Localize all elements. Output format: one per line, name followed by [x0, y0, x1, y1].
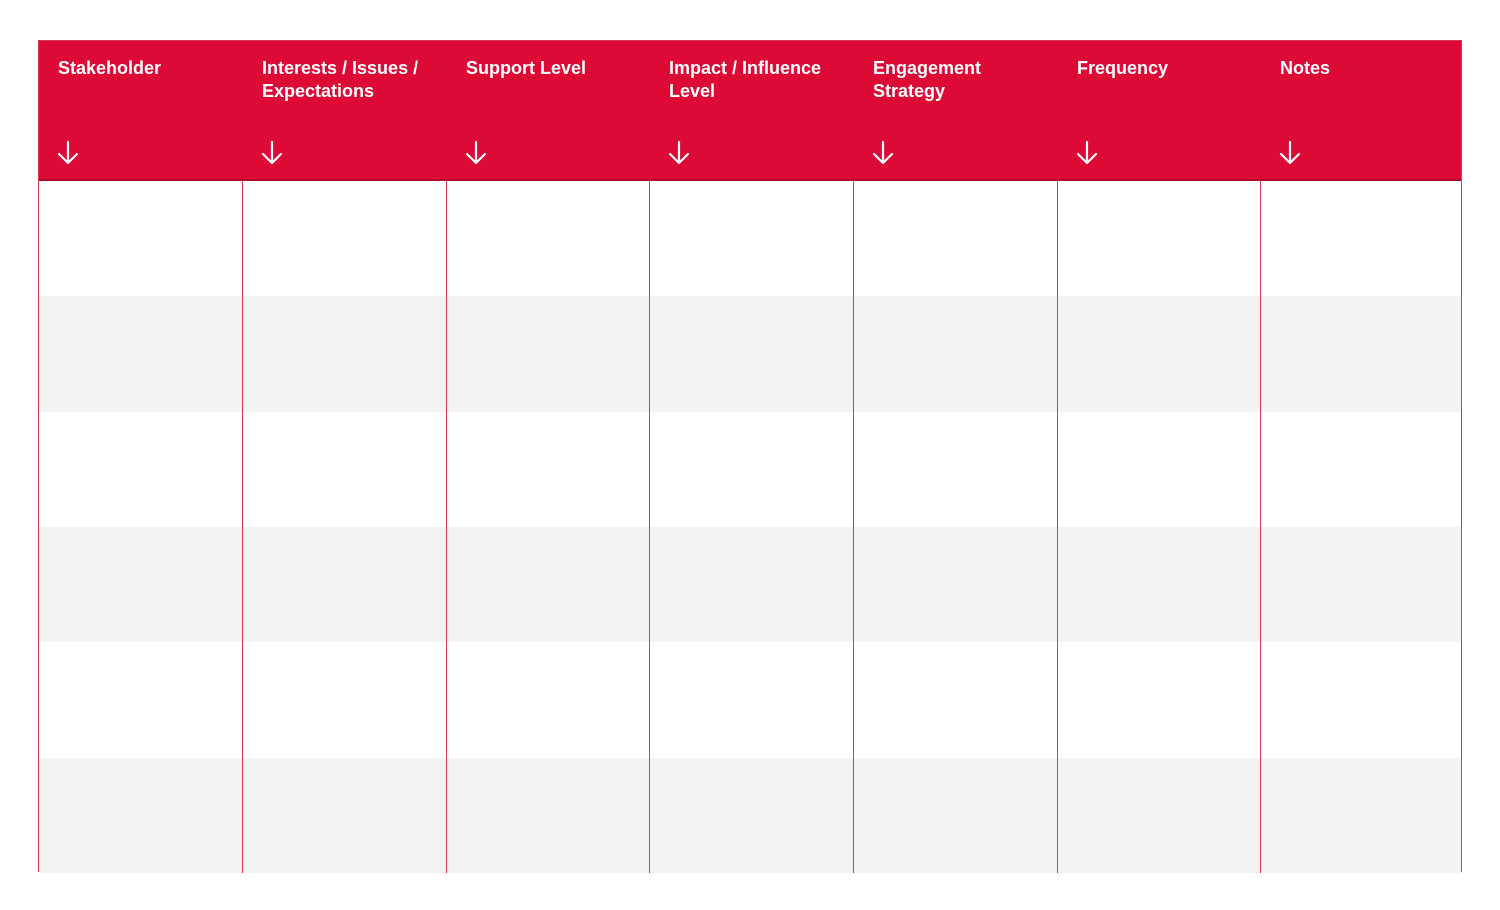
table-cell[interactable]	[1058, 181, 1261, 296]
table-cell[interactable]	[650, 296, 854, 411]
arrow-down-icon	[261, 140, 283, 166]
table-cell[interactable]	[243, 412, 447, 527]
table-cell[interactable]	[650, 527, 854, 642]
table-cell[interactable]	[1261, 181, 1461, 296]
table-cell[interactable]	[39, 758, 243, 873]
stakeholder-engagement-table	[38, 40, 1462, 872]
table-cell[interactable]	[1261, 412, 1461, 527]
column-header-label: Frequency	[1077, 58, 1169, 78]
table-cell[interactable]	[854, 642, 1058, 757]
column-header-label: Interests / Issues / Expectations	[262, 58, 419, 101]
table-row	[39, 181, 1461, 296]
table-row	[39, 642, 1461, 757]
table-cell[interactable]	[447, 642, 650, 757]
table-row	[39, 412, 1461, 527]
table-cell[interactable]	[447, 527, 650, 642]
table-cell[interactable]	[854, 758, 1058, 873]
table-body	[39, 179, 1461, 871]
arrow-down-icon	[1279, 140, 1301, 166]
table-cell[interactable]	[854, 527, 1058, 642]
table-cell[interactable]	[447, 412, 650, 527]
table-cell[interactable]	[650, 181, 854, 296]
table-row	[39, 758, 1461, 873]
table-cell[interactable]	[39, 527, 243, 642]
table-cell[interactable]	[447, 181, 650, 296]
table-cell[interactable]	[650, 642, 854, 757]
column-header-label: Stakeholder	[58, 58, 162, 78]
column-header-interests[interactable]	[243, 41, 447, 179]
table-cell[interactable]	[1058, 642, 1261, 757]
arrow-down-icon	[668, 140, 690, 166]
table-cell[interactable]	[1058, 412, 1261, 527]
table-cell[interactable]	[854, 296, 1058, 411]
column-header-label: Engagement Strategy	[873, 58, 982, 101]
column-header-support-level[interactable]	[447, 41, 650, 179]
column-header-label: Support Level	[466, 58, 587, 78]
table-cell[interactable]	[243, 527, 447, 642]
table-cell[interactable]	[1058, 296, 1261, 411]
arrow-down-icon	[465, 140, 487, 166]
table-cell[interactable]	[39, 181, 243, 296]
arrow-down-icon	[1076, 140, 1098, 166]
table-cell[interactable]	[1261, 527, 1461, 642]
table-cell[interactable]	[243, 296, 447, 411]
table-cell[interactable]	[650, 758, 854, 873]
column-header-engagement-strategy[interactable]	[854, 41, 1058, 179]
column-header-notes[interactable]	[1261, 41, 1461, 179]
arrow-down-icon	[57, 140, 79, 166]
table-cell[interactable]	[447, 758, 650, 873]
table-cell[interactable]	[447, 296, 650, 411]
table-cell[interactable]	[1261, 642, 1461, 757]
table-cell[interactable]	[243, 642, 447, 757]
table-cell[interactable]	[1058, 527, 1261, 642]
table-cell[interactable]	[39, 412, 243, 527]
table-cell[interactable]	[854, 181, 1058, 296]
column-header-frequency[interactable]	[1058, 41, 1261, 179]
table-cell[interactable]	[39, 642, 243, 757]
table-cell[interactable]	[243, 181, 447, 296]
arrow-down-icon	[872, 140, 894, 166]
table-cell[interactable]	[1261, 758, 1461, 873]
table-cell[interactable]	[243, 758, 447, 873]
table-cell[interactable]	[854, 412, 1058, 527]
table-row	[39, 296, 1461, 411]
table-header	[39, 41, 1461, 179]
table-cell[interactable]	[39, 296, 243, 411]
table-cell[interactable]	[1058, 758, 1261, 873]
table-cell[interactable]	[1261, 296, 1461, 411]
table-row	[39, 527, 1461, 642]
column-header-stakeholder[interactable]	[39, 41, 243, 179]
table-cell[interactable]	[650, 412, 854, 527]
column-header-label: Impact / Influence Level	[669, 58, 822, 101]
column-header-impact-level[interactable]	[650, 41, 854, 179]
column-header-label: Notes	[1280, 58, 1331, 78]
